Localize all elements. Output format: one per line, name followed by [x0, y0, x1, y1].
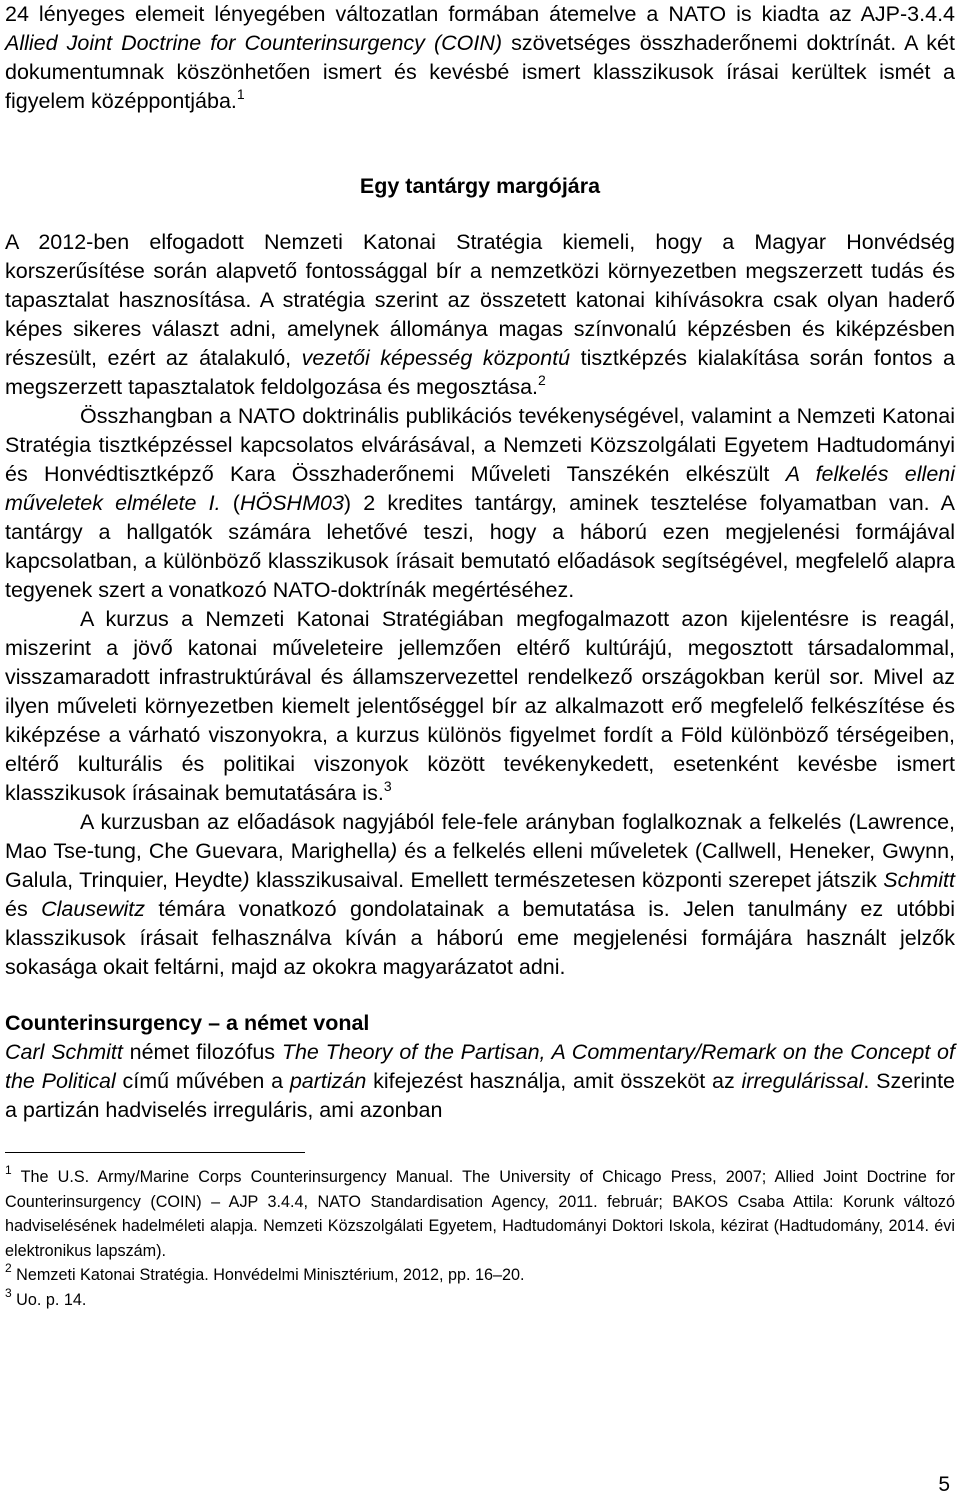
paragraph-classics: A kurzusban az előadások nagyjából fele-fele arányban foglalkoznak a felkelés (Lawrence, Mao Tse-tung, Che Guevara, Marighella) és a felkelés elleni műveletek (Callwell, Heneker, Gwynn, Galula, Trinquier, Heydte) klasszikusaival. Emellett természetesen központi szerepet játszik Schmitt és Clausewitz témára vonatkozó gondolatainak a bemutatása is. Jelen tanulmány ez utóbbi klasszikusok írásait felhasználva kíván a háború eme megjelenési formájára használt jelzők sokasága okait feltárni, majd az okokra magyarázatot adni. — [5, 810, 955, 979]
section-heading-1: Egy tantárgy margójára — [359, 174, 601, 198]
section-heading-2: Counterinsurgency – a német vonal — [5, 1011, 370, 1035]
footnote-ref-3[interactable]: 3 — [383, 778, 392, 794]
paragraph-course-context: A kurzus a Nemzeti Katonai Stratégiában megfogalmazott azon kijelentésre is reagál, miszerint a jövő katonai műveleteire jellemzően eltérő kultúrájú, megosztott társadalommal, visszamaradott infrastruktúrával és államszervezettel rendelkező országokban kerül sor. Mivel az ilyen műveleti környezetben kiemelt jelentőséggel bír az alkalmazott erő megfelelő felkészítése és kiképzése a várható viszonyokra, a kurzus különös figyelmet fordít a Föld különböző térségeiben, eltérő kulturális és politikai viszonyok között tevékenykedett, esetenként kevésbe ismert klasszikusok írásainak bemutatására is.$^3$ — [5, 607, 955, 805]
footnote-ref-2[interactable]: 2 — [538, 372, 546, 388]
footnote-1: $^1$ The U.S. Army/Marine Corps Counterinsurgency Manual. The University of Chicago Press, 2007; Allied Joint Doctrine for Counterinsurgency (COIN) – AJP 3.4.4, NATO Standardisation Agency, 2011. február; BAKOS Csaba Attila: Korunk változó hadviselésének hadelméleti alapja. Nemzeti Közszolgálati Egyetem, Hadtudományi Doktori Iskola, kézirat (Hadtudomány, 2014. évi elektronikus lapszám). — [5, 1163, 955, 1260]
paragraph-schmitt: Carl Schmitt német filozófus The Theory of the Partisan, A Commentary/Remark on the Concept of the Political című művében a partizán kifejezést használja, amit összeköt az irregulárissal. Szerinte a partizán hadviselés irreguláris, ami azonban — [5, 1040, 956, 1122]
paragraph-course: Összhangban a NATO doktrinális publikációs tevékenységével, valamint a Nemzeti Katonai Stratégia tisztképzéssel kapcsolatos elvárásával, a Nemzeti Közszolgálati Egyetem Hadtudományi és Honvédtisztképző Kara Összhaderőnemi Műveleti Tanszékén elkészült A felkelés elleni műveletek elmélete I. (HÖSHM03) 2 kredites tantárgy, aminek tesztelése folyamatban van. A tantárgy a hallgatók számára lehetővé teszi, hogy a háború ezen megjelenési formájával kapcsolatban, a különböző klasszikusok írásait bemutató előadások segítségével, megfelelő alapra tegyenek szert a vonatkozó NATO-doktrínák megértéséhez. — [5, 404, 956, 602]
footnote-ref-1[interactable]: 1 — [236, 86, 245, 102]
document-page — [5, 0, 955, 1312]
intro-paragraph: 24 lényeges elemeit lényegében változatlan formában átemelve a NATO is kiadta az AJP-3.4.4 Allied Joint Doctrine for Counterinsurgency (COIN) szövetséges összhaderőnemi doktrínát. A két dokumentumnak köszönhetően ismert és kevésbé ismert klasszikusok írásai kerültek ismét a figyelem középpontjába.$^1$ — [5, 2, 955, 113]
footnote-3: $^3$ Uo. p. 14. — [5, 1285, 87, 1309]
paragraph-strategy: A 2012-ben elfogadott Nemzeti Katonai Stratégia kiemeli, hogy a Magyar Honvédség korszerűsítése során alapvető fontossággal bír a nemzetközi környezetben megszerzett tudás és tapasztalat hasznosítása. A stratégia szerint az összetett katonai kihívásokra csak olyan haderő képes sikeres választ adni, amelynek állománya magas színvonalú képzésben és kiképzésben részesült, ezért az átalakuló, vezetői képesség központú tisztképzés kialakítása során fontos a megszerzett tapasztalatok feldolgozása és megosztása.$^2$ — [5, 230, 955, 399]
footnote-2: $^2$ Nemzeti Katonai Stratégia. Honvédelmi Minisztérium, 2012, pp. 16–20. — [5, 1261, 525, 1284]
page-number: 5 — [938, 1473, 950, 1496]
footnote-divider — [5, 1152, 305, 1153]
footnotes — [5, 1165, 955, 1312]
